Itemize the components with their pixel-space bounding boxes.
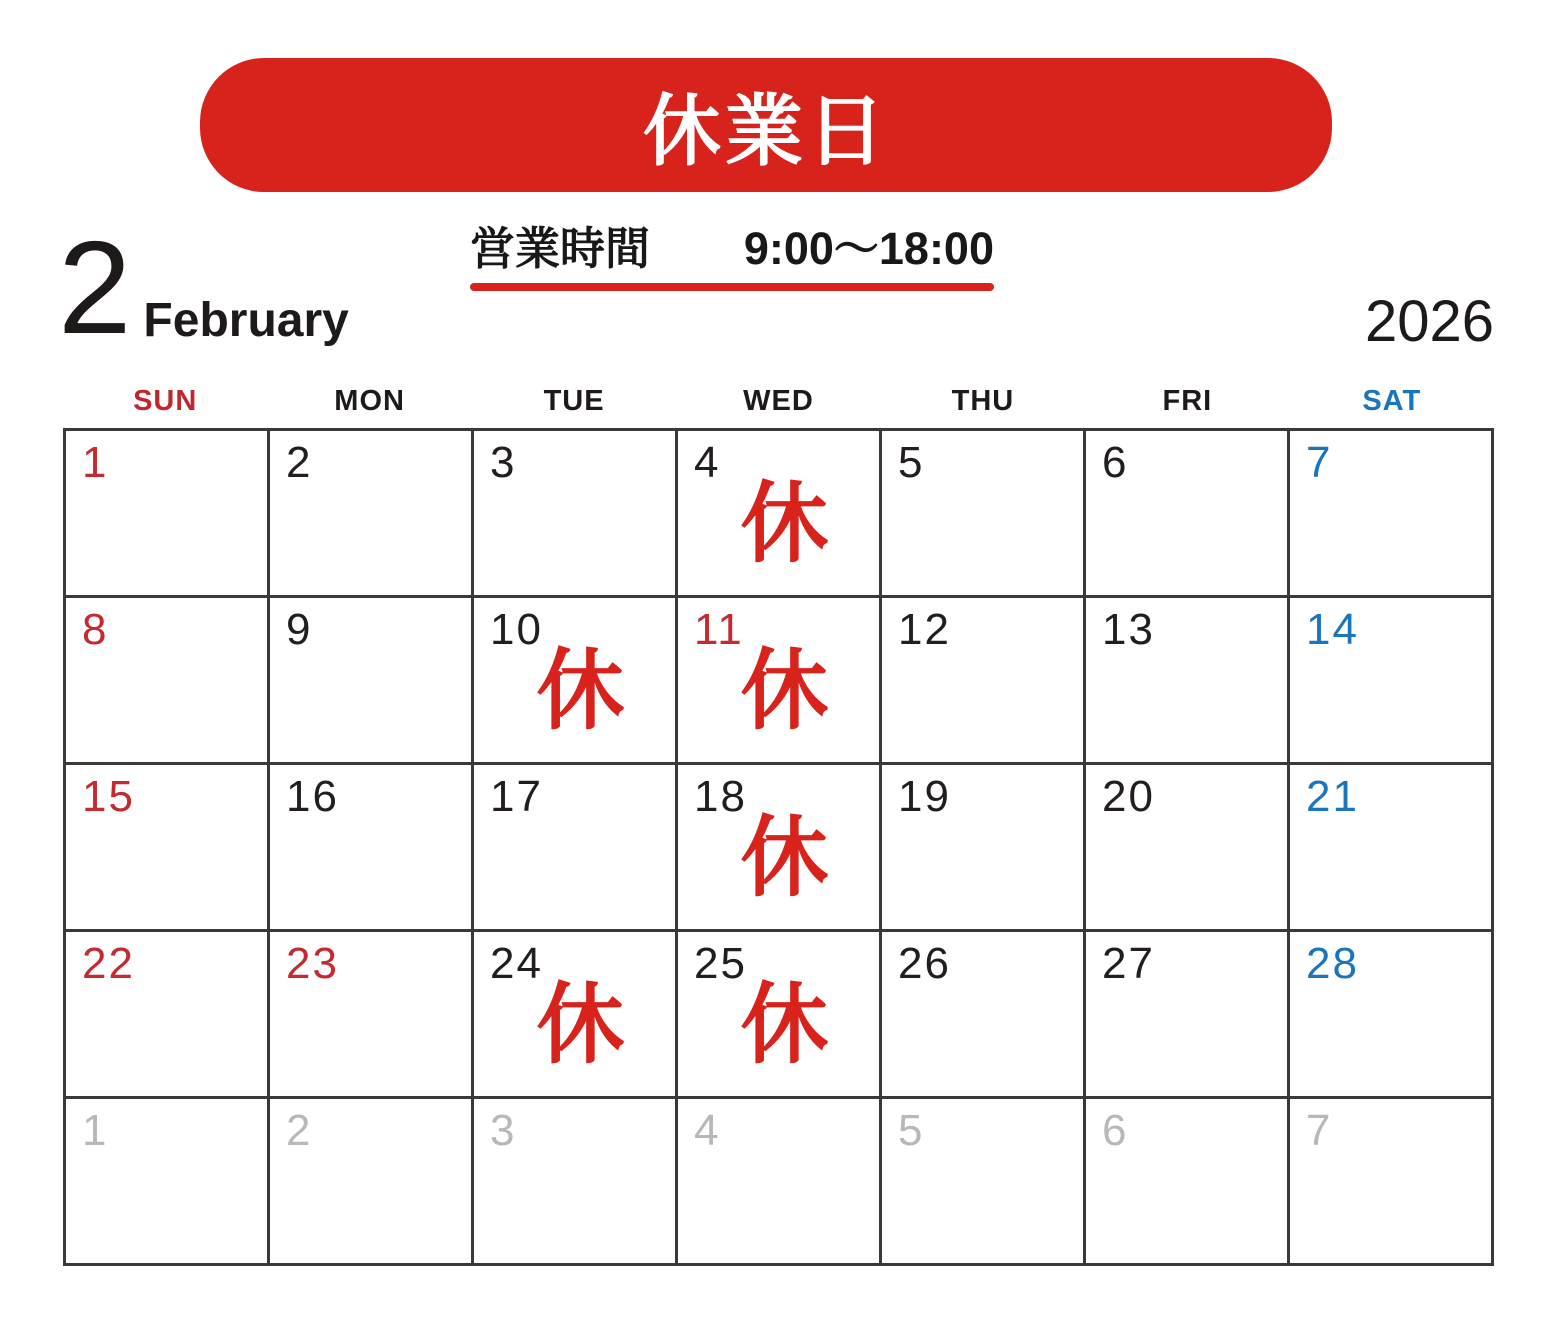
calendar-cell	[882, 765, 1086, 932]
weekday-header-sun: SUN	[133, 384, 198, 417]
date-number: 14	[1306, 605, 1359, 654]
date-number: 10	[490, 605, 543, 654]
business-hours	[470, 214, 994, 274]
calendar-cell	[270, 598, 474, 765]
calendar-cell	[1086, 1099, 1290, 1266]
calendar-cell	[474, 1099, 678, 1266]
date-number: 3	[490, 438, 517, 487]
calendar-grid	[63, 428, 1494, 1266]
weekday-header-sat: SAT	[1362, 384, 1422, 417]
calendar-cell	[66, 932, 270, 1099]
date-number: 17	[490, 772, 543, 821]
calendar-cell	[270, 765, 474, 932]
calendar-cell	[1086, 598, 1290, 765]
date-number: 7	[1306, 1106, 1333, 1155]
month-name: February	[143, 294, 349, 347]
banner-title: 休業日	[642, 87, 889, 175]
closed-mark: 休	[536, 641, 625, 741]
calendar-cell	[678, 598, 882, 765]
date-number: 9	[286, 605, 313, 654]
closed-days-banner	[200, 58, 1332, 192]
calendar-cell	[678, 765, 882, 932]
calendar-cell	[474, 431, 678, 598]
weekday-header-thu: THU	[951, 384, 1015, 417]
business-hours-label: 営業時間	[470, 222, 651, 274]
calendar-cell	[1290, 765, 1494, 932]
date-number: 12	[898, 605, 951, 654]
calendar-cell	[270, 431, 474, 598]
date-number: 11	[694, 605, 744, 654]
date-number: 1	[82, 1106, 109, 1155]
date-number: 22	[82, 939, 135, 988]
month-number: 2	[58, 214, 130, 361]
date-number: 24	[490, 939, 543, 988]
calendar-cell	[474, 932, 678, 1099]
weekday-header-mon: MON	[334, 384, 405, 417]
date-number: 2	[286, 1106, 313, 1155]
calendar-cell	[1086, 431, 1290, 598]
calendar-cell	[66, 1099, 270, 1266]
date-number: 5	[898, 438, 925, 487]
weekday-header-row	[63, 380, 1494, 422]
date-number: 6	[1102, 438, 1129, 487]
calendar-cell	[1290, 1099, 1494, 1266]
calendar-cell	[474, 598, 678, 765]
weekday-header-tue: TUE	[543, 384, 605, 417]
date-number: 26	[898, 939, 951, 988]
date-number: 20	[1102, 772, 1155, 821]
business-hours-value: 9:00〜18:00	[743, 222, 994, 274]
closed-mark: 休	[740, 641, 829, 741]
date-number: 25	[694, 939, 747, 988]
calendar-cell	[678, 932, 882, 1099]
calendar-cell	[882, 1099, 1086, 1266]
date-number: 28	[1306, 939, 1359, 988]
closed-mark: 休	[740, 975, 829, 1075]
month-block	[58, 214, 349, 361]
calendar-cell	[270, 932, 474, 1099]
closed-mark: 休	[740, 808, 829, 908]
calendar-cell	[678, 431, 882, 598]
closed-mark: 休	[536, 975, 625, 1075]
calendar-cell	[882, 598, 1086, 765]
hours-underline	[470, 283, 994, 291]
date-number: 4	[694, 438, 721, 487]
calendar-cell	[66, 598, 270, 765]
weekday-header-wed: WED	[743, 384, 814, 417]
date-number: 16	[286, 772, 339, 821]
date-number: 23	[286, 939, 339, 988]
date-number: 21	[1306, 772, 1359, 821]
calendar-cell	[1290, 598, 1494, 765]
calendar-cell	[1290, 932, 1494, 1099]
calendar-cell	[270, 1099, 474, 1266]
calendar-cell	[1086, 765, 1290, 932]
date-number: 27	[1102, 939, 1155, 988]
date-number: 3	[490, 1106, 517, 1155]
date-number: 7	[1306, 438, 1333, 487]
calendar-cell	[66, 431, 270, 598]
calendar-cell	[678, 1099, 882, 1266]
date-number: 19	[898, 772, 951, 821]
calendar-cell	[1086, 932, 1290, 1099]
date-number: 5	[898, 1106, 925, 1155]
date-number: 2	[286, 438, 313, 487]
calendar-cell	[474, 765, 678, 932]
date-number: 6	[1102, 1106, 1129, 1155]
weekday-header-fri: FRI	[1162, 384, 1213, 417]
year-label: 2026	[1364, 289, 1494, 354]
closed-mark: 休	[740, 474, 829, 574]
calendar-cell	[882, 431, 1086, 598]
date-number: 1	[82, 438, 109, 487]
date-number: 13	[1102, 605, 1155, 654]
calendar-cell	[66, 765, 270, 932]
calendar-cell	[882, 932, 1086, 1099]
calendar-cell	[1290, 431, 1494, 598]
date-number: 15	[82, 772, 135, 821]
date-number: 8	[82, 605, 109, 654]
date-number: 4	[694, 1106, 721, 1155]
date-number: 18	[694, 772, 747, 821]
